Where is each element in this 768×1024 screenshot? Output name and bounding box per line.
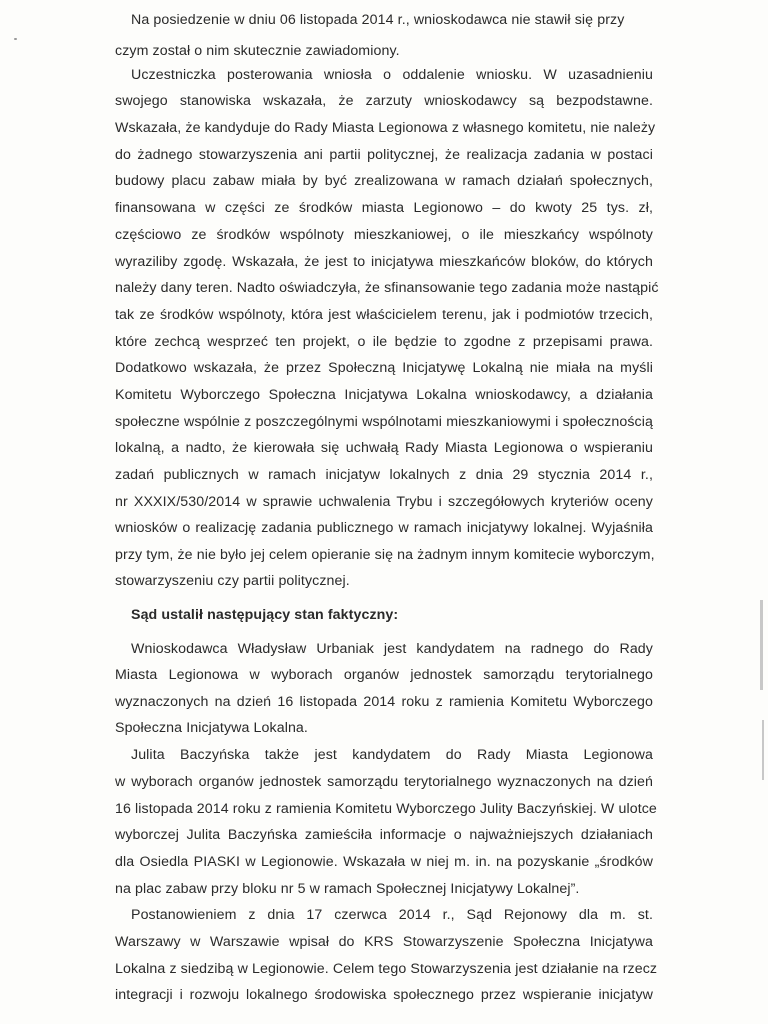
paragraph-2-line-12: Dodatkowo wskazała, że przez Społeczną Inicjatywę Lokalną nie miała na myśli: [115, 360, 653, 376]
scan-edge-mark: [760, 600, 763, 690]
paragraph-5-line-1: Postanowieniem z dnia 17 czerwca 2014 r., Sąd Rejonowy dla m. st.: [131, 907, 653, 923]
paragraph-4-line-3: 16 listopada 2014 roku z ramienia Komitetu Wyborczego Julity Baczyńskiej. W ulotce: [115, 801, 657, 817]
paragraph-2-line-15: lokalną, a nadto, że kierowała się uchwałą Rady Miasta Legionowa o wspieraniu: [115, 440, 653, 456]
paragraph-2-line-18: wniosków o realizację zadania publicznego w ramach inicjatywy lokalnej. Wyjaśniła: [115, 520, 653, 536]
paragraph-2-line-13: Komitetu Wyborczego Społeczna Inicjatywa Lokalna wnioskodawcy, a działania: [115, 387, 653, 403]
section-heading: Sąd ustalił następujący stan faktyczny:: [131, 607, 399, 623]
paragraph-1-line-2: czym został o nim skutecznie zawiadomiony.: [115, 43, 400, 59]
scan-edge-mark: [762, 720, 764, 780]
paragraph-2-line-11: które zechcą wesprzeć ten projekt, o ile będzie to zgodne z przepisami prawa.: [115, 334, 653, 350]
paragraph-4-line-1: Julita Baczyńska także jest kandydatem do Rady Miasta Legionowa: [131, 747, 653, 763]
scan-speck: [14, 38, 17, 40]
paragraph-2-line-8: wyraziliby zgodę. Wskazała, że jest to inicjatywa mieszkańców bloków, do których: [115, 254, 653, 270]
paragraph-2-line-20: stowarzyszeniu czy partii politycznej.: [115, 573, 350, 589]
paragraph-2-line-16: zadań publicznych w ramach inicjatyw lokalnych z dnia 29 stycznia 2014 r.,: [115, 467, 653, 483]
paragraph-2-line-14: społeczne wspólnie z poszczególnymi wspólnotami mieszkaniowymi i społecznością: [115, 414, 653, 430]
paragraph-2-line-3: Wskazała, że kandyduje do Rady Miasta Legionowa z własnego komitetu, nie należy: [115, 120, 656, 136]
paragraph-4-line-2: w wyborach organów jednostek samorządu terytorialnego wyznaczonych na dzień: [115, 774, 653, 790]
paragraph-3-line-4: Społeczna Inicjatywa Lokalna.: [115, 720, 308, 736]
paragraph-3-line-3: wyznaczonych na dzień 16 listopada 2014 roku z ramienia Komitetu Wyborczego: [115, 694, 653, 710]
paragraph-3-line-1: Wnioskodawca Władysław Urbaniak jest kandydatem na radnego do Rady: [131, 641, 653, 657]
paragraph-2-line-9: należy dany teren. Nadto oświadczyła, że sfinansowanie tego zadania może nastąpić: [115, 280, 659, 296]
paragraph-2-line-4: do żadnego stowarzyszenia ani partii politycznej, że realizacja zadania w postaci: [115, 147, 653, 163]
paragraph-2-line-7: częściowo ze środków wspólnoty mieszkaniowej, o ile mieszkańcy wspólnoty: [115, 227, 653, 243]
paragraph-2-line-5: budowy placu zabaw miała by być zrealizowana w ramach działań społecznych,: [115, 173, 653, 189]
paragraph-4-line-4: wyborczej Julita Baczyńska zamieściła informacje o najważniejszych działaniach: [115, 827, 653, 843]
paragraph-2-line-1: Uczestniczka posterowania wniosła o oddalenie wniosku. W uzasadnieniu: [131, 67, 653, 83]
paragraph-1-line-1: Na posiedzenie w dniu 06 listopada 2014 r., wnioskodawca nie stawił się przy: [131, 12, 625, 28]
paragraph-3-line-2: Miasta Legionowa w wyborach organów jednostek samorządu terytorialnego: [115, 667, 653, 683]
paragraph-4-line-6: na plac zabaw przy bloku nr 5 w ramach Społecznej Inicjatywy Lokalnej”.: [115, 881, 580, 897]
paragraph-4-line-5: dla Osiedla PIASKI w Legionowie. Wskazała w niej m. in. na pozyskanie „środków: [115, 854, 653, 870]
paragraph-5-line-2: Warszawy w Warszawie wpisał do KRS Stowarzyszenie Społeczna Inicjatywa: [115, 934, 653, 950]
paragraph-5-line-3: Lokalna z siedzibą w Legionowie. Celem tego Stowarzyszenia jest działanie na rzecz: [115, 961, 658, 977]
paragraph-2-line-2: swojego stanowiska wskazała, że zarzuty wnioskodawcy są bezpodstawne.: [115, 93, 653, 109]
paragraph-2-line-10: tak ze środków wspólnoty, która jest właścicielem terenu, jak i podmiotów trzecich,: [115, 307, 653, 323]
paragraph-2-line-19: przy tym, że nie było jej celem opieranie się na żadnym innym komitecie wyborczym,: [115, 547, 655, 563]
paragraph-2-line-17: nr XXXIX/530/2014 w sprawie uchwalenia Trybu i szczegółowych kryteriów oceny: [115, 494, 653, 510]
paragraph-5-line-4: integracji i rozwoju lokalnego środowiska społecznego przez wspieranie inicjatyw: [115, 987, 653, 1003]
paragraph-2-line-6: finansowana w części ze środków miasta Legionowo – do kwoty 25 tys. zł,: [115, 200, 653, 216]
